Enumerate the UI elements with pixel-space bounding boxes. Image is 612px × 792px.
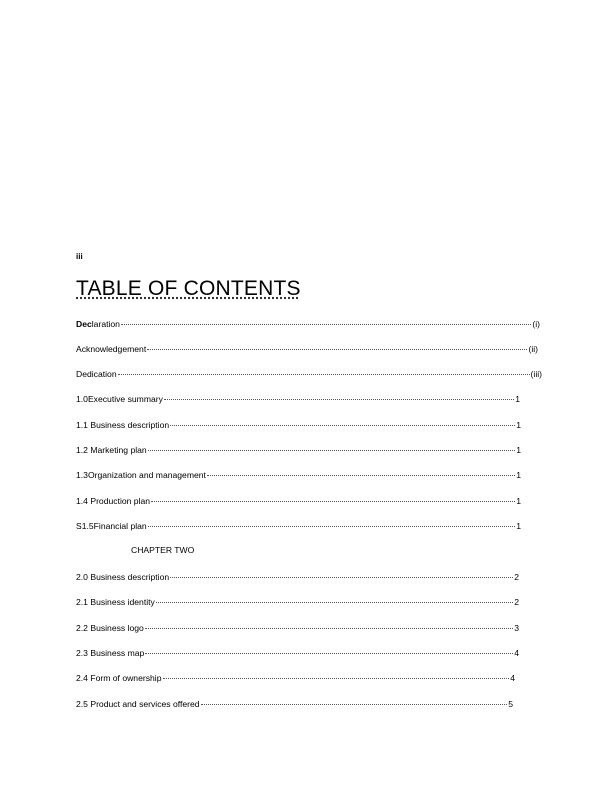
- dot-leader: [148, 450, 516, 451]
- dot-leader: [148, 526, 516, 527]
- dot-leader: [164, 399, 514, 400]
- toc-entry-label: 1.3Organization and management: [76, 470, 206, 480]
- toc-entry-2-4-form-of-ownership[interactable]: [76, 672, 515, 684]
- toc-entry-page: 1: [516, 470, 521, 480]
- toc-entry-page: 1: [515, 394, 520, 404]
- toc-entry-business-description[interactable]: [76, 419, 521, 431]
- toc-entry-label: 2.2 Business logo: [76, 623, 144, 633]
- toc-entry-label: 2.0 Business description: [76, 572, 170, 582]
- roman-page-number: iii: [76, 252, 83, 261]
- toc-entry-organization-management[interactable]: [76, 469, 521, 481]
- toc-entry-financial-plan[interactable]: [76, 520, 521, 532]
- dot-leader: [201, 704, 508, 705]
- dot-leader: [170, 577, 513, 578]
- dot-leader: [145, 653, 513, 654]
- toc-entry-label: 1.1 Business description: [76, 420, 170, 430]
- toc-entry-2-1-business-identity[interactable]: [76, 596, 519, 608]
- dot-leader: [170, 425, 515, 426]
- toc-entry-page: 4: [514, 648, 519, 658]
- toc-entry-2-3-business-map[interactable]: [76, 647, 519, 659]
- toc-entry-executive-summary[interactable]: [76, 393, 520, 405]
- dot-leader: [207, 475, 515, 476]
- dot-leader: [163, 678, 510, 679]
- toc-entry-label: Declaration: [76, 319, 120, 329]
- toc-entry-label: 1.0Executive summary: [76, 394, 163, 404]
- toc-entry-page: (iii): [530, 369, 542, 379]
- toc-entry-page: 1: [516, 496, 521, 506]
- dot-leader: [121, 324, 531, 325]
- toc-entry-page: 1: [516, 445, 521, 455]
- toc-entry-page: (ii): [528, 344, 538, 354]
- toc-entry-2-5-product-services[interactable]: [76, 698, 513, 710]
- toc-entry-dedication[interactable]: [76, 368, 542, 380]
- toc-entry-label: 1.2 Marketing plan: [76, 445, 147, 455]
- toc-entry-page: 2: [514, 572, 519, 582]
- toc-entry-label: 2.3 Business map: [76, 648, 145, 658]
- toc-entry-page: 1: [516, 420, 521, 430]
- toc-entry-page: 5: [508, 699, 513, 709]
- toc-entry-page: 1: [516, 521, 521, 531]
- dot-leader: [156, 602, 513, 603]
- toc-entry-label: S1.5Financial plan: [76, 521, 147, 531]
- toc-title: TABLE OF CONTENTS: [76, 277, 301, 300]
- dot-leader: [147, 349, 527, 350]
- toc-entry-page: 2: [514, 597, 519, 607]
- toc-entry-page: (i): [532, 319, 540, 329]
- dot-leader: [145, 628, 513, 629]
- toc-entry-declaration[interactable]: [76, 318, 540, 330]
- toc-entry-page: 3: [514, 623, 519, 633]
- toc-entry-marketing-plan[interactable]: [76, 444, 521, 456]
- dot-leader: [151, 501, 515, 502]
- toc-entry-label: 2.4 Form of ownership: [76, 673, 162, 683]
- toc-entry-label: 2.1 Business identity: [76, 597, 155, 607]
- toc-entry-acknowledgement[interactable]: [76, 343, 538, 355]
- dot-leader: [118, 374, 530, 375]
- toc-entry-label: Acknowledgement: [76, 344, 147, 354]
- toc-entry-production-plan[interactable]: [76, 495, 521, 507]
- chapter-two-heading: CHAPTER TWO: [131, 545, 195, 555]
- toc-entry-page: 4: [510, 673, 515, 683]
- toc-entry-label: Dedication: [76, 369, 117, 379]
- toc-entry-2-2-business-logo[interactable]: [76, 622, 519, 634]
- toc-entry-label: 2.5 Product and services offered: [76, 699, 200, 709]
- toc-entry-label: 1.4 Production plan: [76, 496, 151, 506]
- toc-entry-2-0-business-description[interactable]: [76, 571, 519, 583]
